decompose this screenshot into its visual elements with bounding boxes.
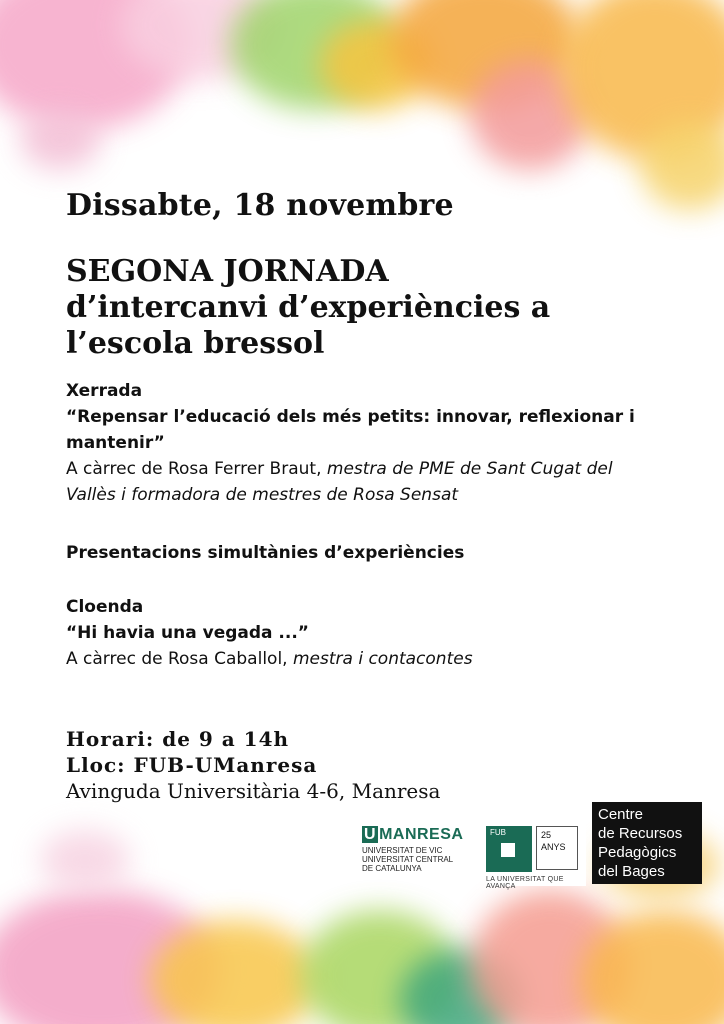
umanresa-logo-subline: DE CATALUNYA <box>362 864 422 873</box>
event-title <box>66 254 666 362</box>
address: Avinguda Universitària 4-6, Manresa <box>66 779 441 803</box>
closing-heading: Cloenda <box>66 597 144 617</box>
crp-logo-line: de Recursos <box>598 825 683 842</box>
talk-quote-line: “Repensar l’educació dels més petits: innovar, reflexionar i <box>66 407 635 427</box>
talk-speaker-role: mestra de PME de Sant Cugat del <box>326 459 613 479</box>
umanresa-logo-name: MANRESA <box>379 826 464 843</box>
fub-logo <box>486 826 586 890</box>
presentations-heading: Presentacions simultànies d’experiències <box>66 543 465 563</box>
event-title-line: d’intercanvi d’experiències a <box>66 290 551 325</box>
talk-quote-line: mantenir” <box>66 433 165 453</box>
umanresa-logo-u: U <box>364 826 377 843</box>
schedule: Horari: de 9 a 14h <box>66 727 290 751</box>
crp-logo-line: Pedagògics <box>598 844 677 861</box>
talk-speaker-role: Vallès i formadora de mestres de Rosa Sensat <box>66 485 459 505</box>
fub-logo-mark <box>486 826 532 872</box>
closing-speaker-role: mestra i contacontes <box>292 649 473 669</box>
fub-logo-label: FUB <box>490 828 506 837</box>
umanresa-logo-subline: UNIVERSITAT CENTRAL <box>362 855 454 864</box>
closing-speaker-name: A càrrec de Rosa Caballol, <box>66 649 293 669</box>
talk-section <box>66 378 676 508</box>
event-date: Dissabte, 18 novembre <box>66 188 454 223</box>
closing-quote: “Hi havia una vegada ...” <box>66 623 309 643</box>
event-title-line: l’escola bressol <box>66 326 325 361</box>
closing-section <box>66 594 676 672</box>
umanresa-logo <box>362 826 474 878</box>
presentations-section <box>66 540 676 566</box>
closing-speaker <box>66 646 676 672</box>
crp-bages-logo <box>592 802 702 884</box>
fub-anniversary-badge <box>536 826 578 870</box>
crp-logo-line: Centre <box>598 806 644 823</box>
talk-speaker-name: A càrrec de Rosa Ferrer Braut, <box>66 459 327 479</box>
crp-logo-line: del Bages <box>598 863 665 880</box>
event-title-line: SEGONA JORNADA <box>66 254 389 289</box>
event-info <box>66 726 440 804</box>
location: Lloc: FUB-UManresa <box>66 753 318 777</box>
umanresa-logo-subline: UNIVERSITAT DE VIC <box>362 846 443 855</box>
fub-square-icon <box>501 843 515 857</box>
talk-speaker <box>66 456 676 482</box>
fub-anniversary-line: 25 <box>541 830 552 840</box>
talk-heading: Xerrada <box>66 381 143 401</box>
fub-tagline: LA UNIVERSITAT QUE AVANÇA <box>486 876 564 890</box>
fub-anniversary-line: ANYS <box>541 842 566 852</box>
